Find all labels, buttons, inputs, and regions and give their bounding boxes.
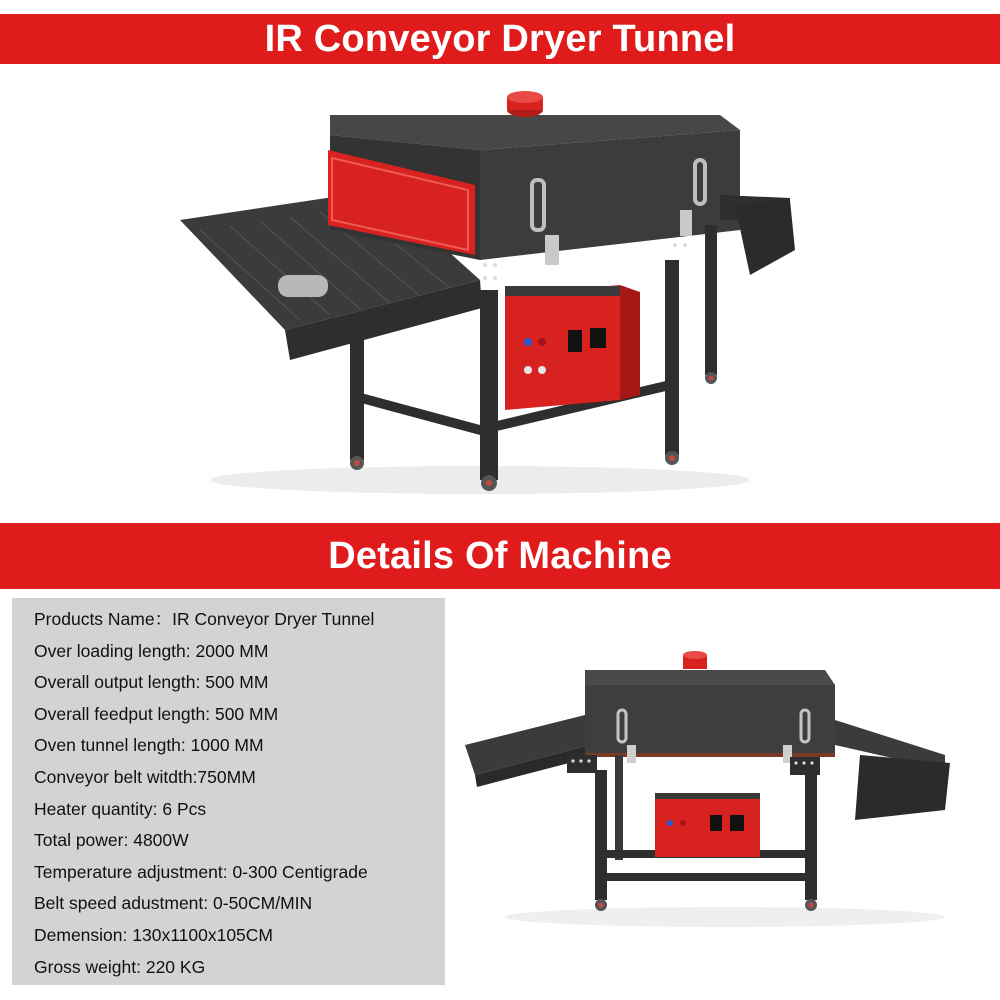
page-title: IR Conveyor Dryer Tunnel xyxy=(264,17,736,60)
spec-value: 500 MM xyxy=(200,672,269,693)
spec-value: 500 MM xyxy=(210,703,279,724)
spec-value: 750MM xyxy=(197,766,256,787)
spec-overall-output-length xyxy=(34,667,445,699)
spec-value: IR Conveyor Dryer Tunnel xyxy=(172,609,375,629)
spec-products-name xyxy=(34,604,445,636)
machine-secondary-image xyxy=(455,645,1000,935)
spec-value: 1000 MM xyxy=(185,735,264,756)
spec-value: 130x1100x105CM xyxy=(127,924,273,945)
spec-label: Temperature adjustment: xyxy=(34,861,228,882)
details-banner xyxy=(0,523,1000,589)
spec-belt-speed-adjustment xyxy=(34,888,445,920)
title-banner xyxy=(0,14,1000,64)
spec-label: Overall feedput length: xyxy=(34,703,211,724)
spec-value: 2000 MM xyxy=(190,640,269,661)
spec-label: Belt speed adustment: xyxy=(34,893,209,914)
spec-heater-quantity xyxy=(34,794,445,826)
spec-label: Overall output length: xyxy=(34,672,201,693)
spec-gross-weight xyxy=(34,952,445,984)
specs-panel xyxy=(12,598,445,985)
machine-main-image xyxy=(150,80,850,510)
spec-value: 4800W xyxy=(128,830,189,851)
spec-label: Heater quantity: xyxy=(34,798,158,819)
spec-overall-feedput-length xyxy=(34,699,445,731)
spec-over-loading-length xyxy=(34,636,445,668)
spec-label: Products Name： xyxy=(34,609,173,629)
spec-label: Total power: xyxy=(34,830,129,851)
spec-label: Gross weight: xyxy=(34,956,141,977)
spec-total-power xyxy=(34,825,445,857)
spec-dimension xyxy=(34,920,445,952)
spec-temperature-adjustment xyxy=(34,857,445,889)
spec-conveyor-belt-width xyxy=(34,762,445,794)
spec-value: 0-300 Centigrade xyxy=(227,861,368,882)
spec-oven-tunnel-length xyxy=(34,730,445,762)
spec-label: Over loading length: xyxy=(34,640,191,661)
spec-label: Oven tunnel length: xyxy=(34,735,186,756)
section-title: Details Of Machine xyxy=(328,534,672,577)
spec-label: Conveyor belt witdth: xyxy=(34,766,198,787)
spec-value: 220 KG xyxy=(140,956,206,977)
spec-value: 0-50CM/MIN xyxy=(208,893,313,914)
spec-value: 6 Pcs xyxy=(157,798,207,819)
spec-label: Demension: xyxy=(34,924,128,945)
